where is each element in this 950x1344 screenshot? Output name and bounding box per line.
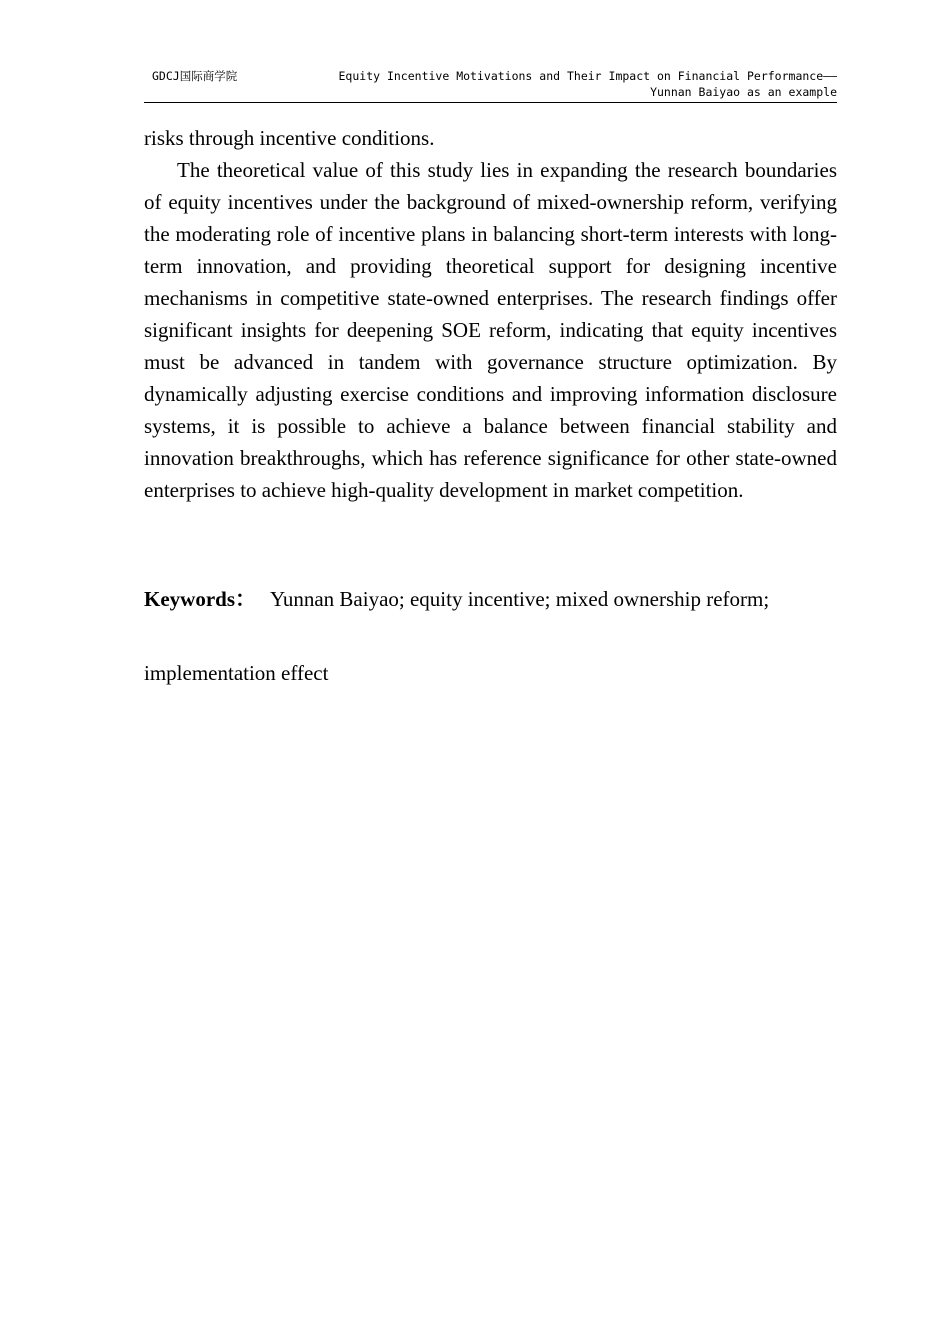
header-school-name: GDCJ国际商学院 xyxy=(152,69,238,83)
keywords-values: Yunnan Baiyao; equity incentive; mixed ownership reform; xyxy=(270,587,770,611)
header-title-line-2: Yunnan Baiyao as an example xyxy=(650,85,837,99)
page-header xyxy=(144,68,837,103)
keywords-continuation: implementation effect xyxy=(144,661,329,685)
abstract-paragraph: The theoretical value of this study lies in expanding the research boundaries of equity incentives under the background of mixed-ownership reform, verifying the moderating role of incentive plans in balancing short-term interests with long-term innovation, and providing theoretical support for designing incentive mechanisms in competitive state-owned enterprises. The research findings offer significant insights for deepening SOE reform, indicating that equity incentives must be advanced in tandem with governance structure optimization. By dynamically adjusting exercise conditions and improving information disclosure systems, it is possible to achieve a balance between financial stability and innovation breakthroughs, which has reference significance for other state-owned enterprises to achieve high-quality development in market competition. xyxy=(144,158,837,502)
header-paper-title xyxy=(297,68,837,100)
keywords-line xyxy=(144,583,837,615)
abstract-body xyxy=(144,122,837,506)
keywords-label: Keywords： xyxy=(144,587,256,611)
continued-sentence: risks through incentive conditions. xyxy=(144,126,435,150)
header-title-line-1: Equity Incentive Motivations and Their Impact on Financial Performance—— xyxy=(338,69,837,83)
